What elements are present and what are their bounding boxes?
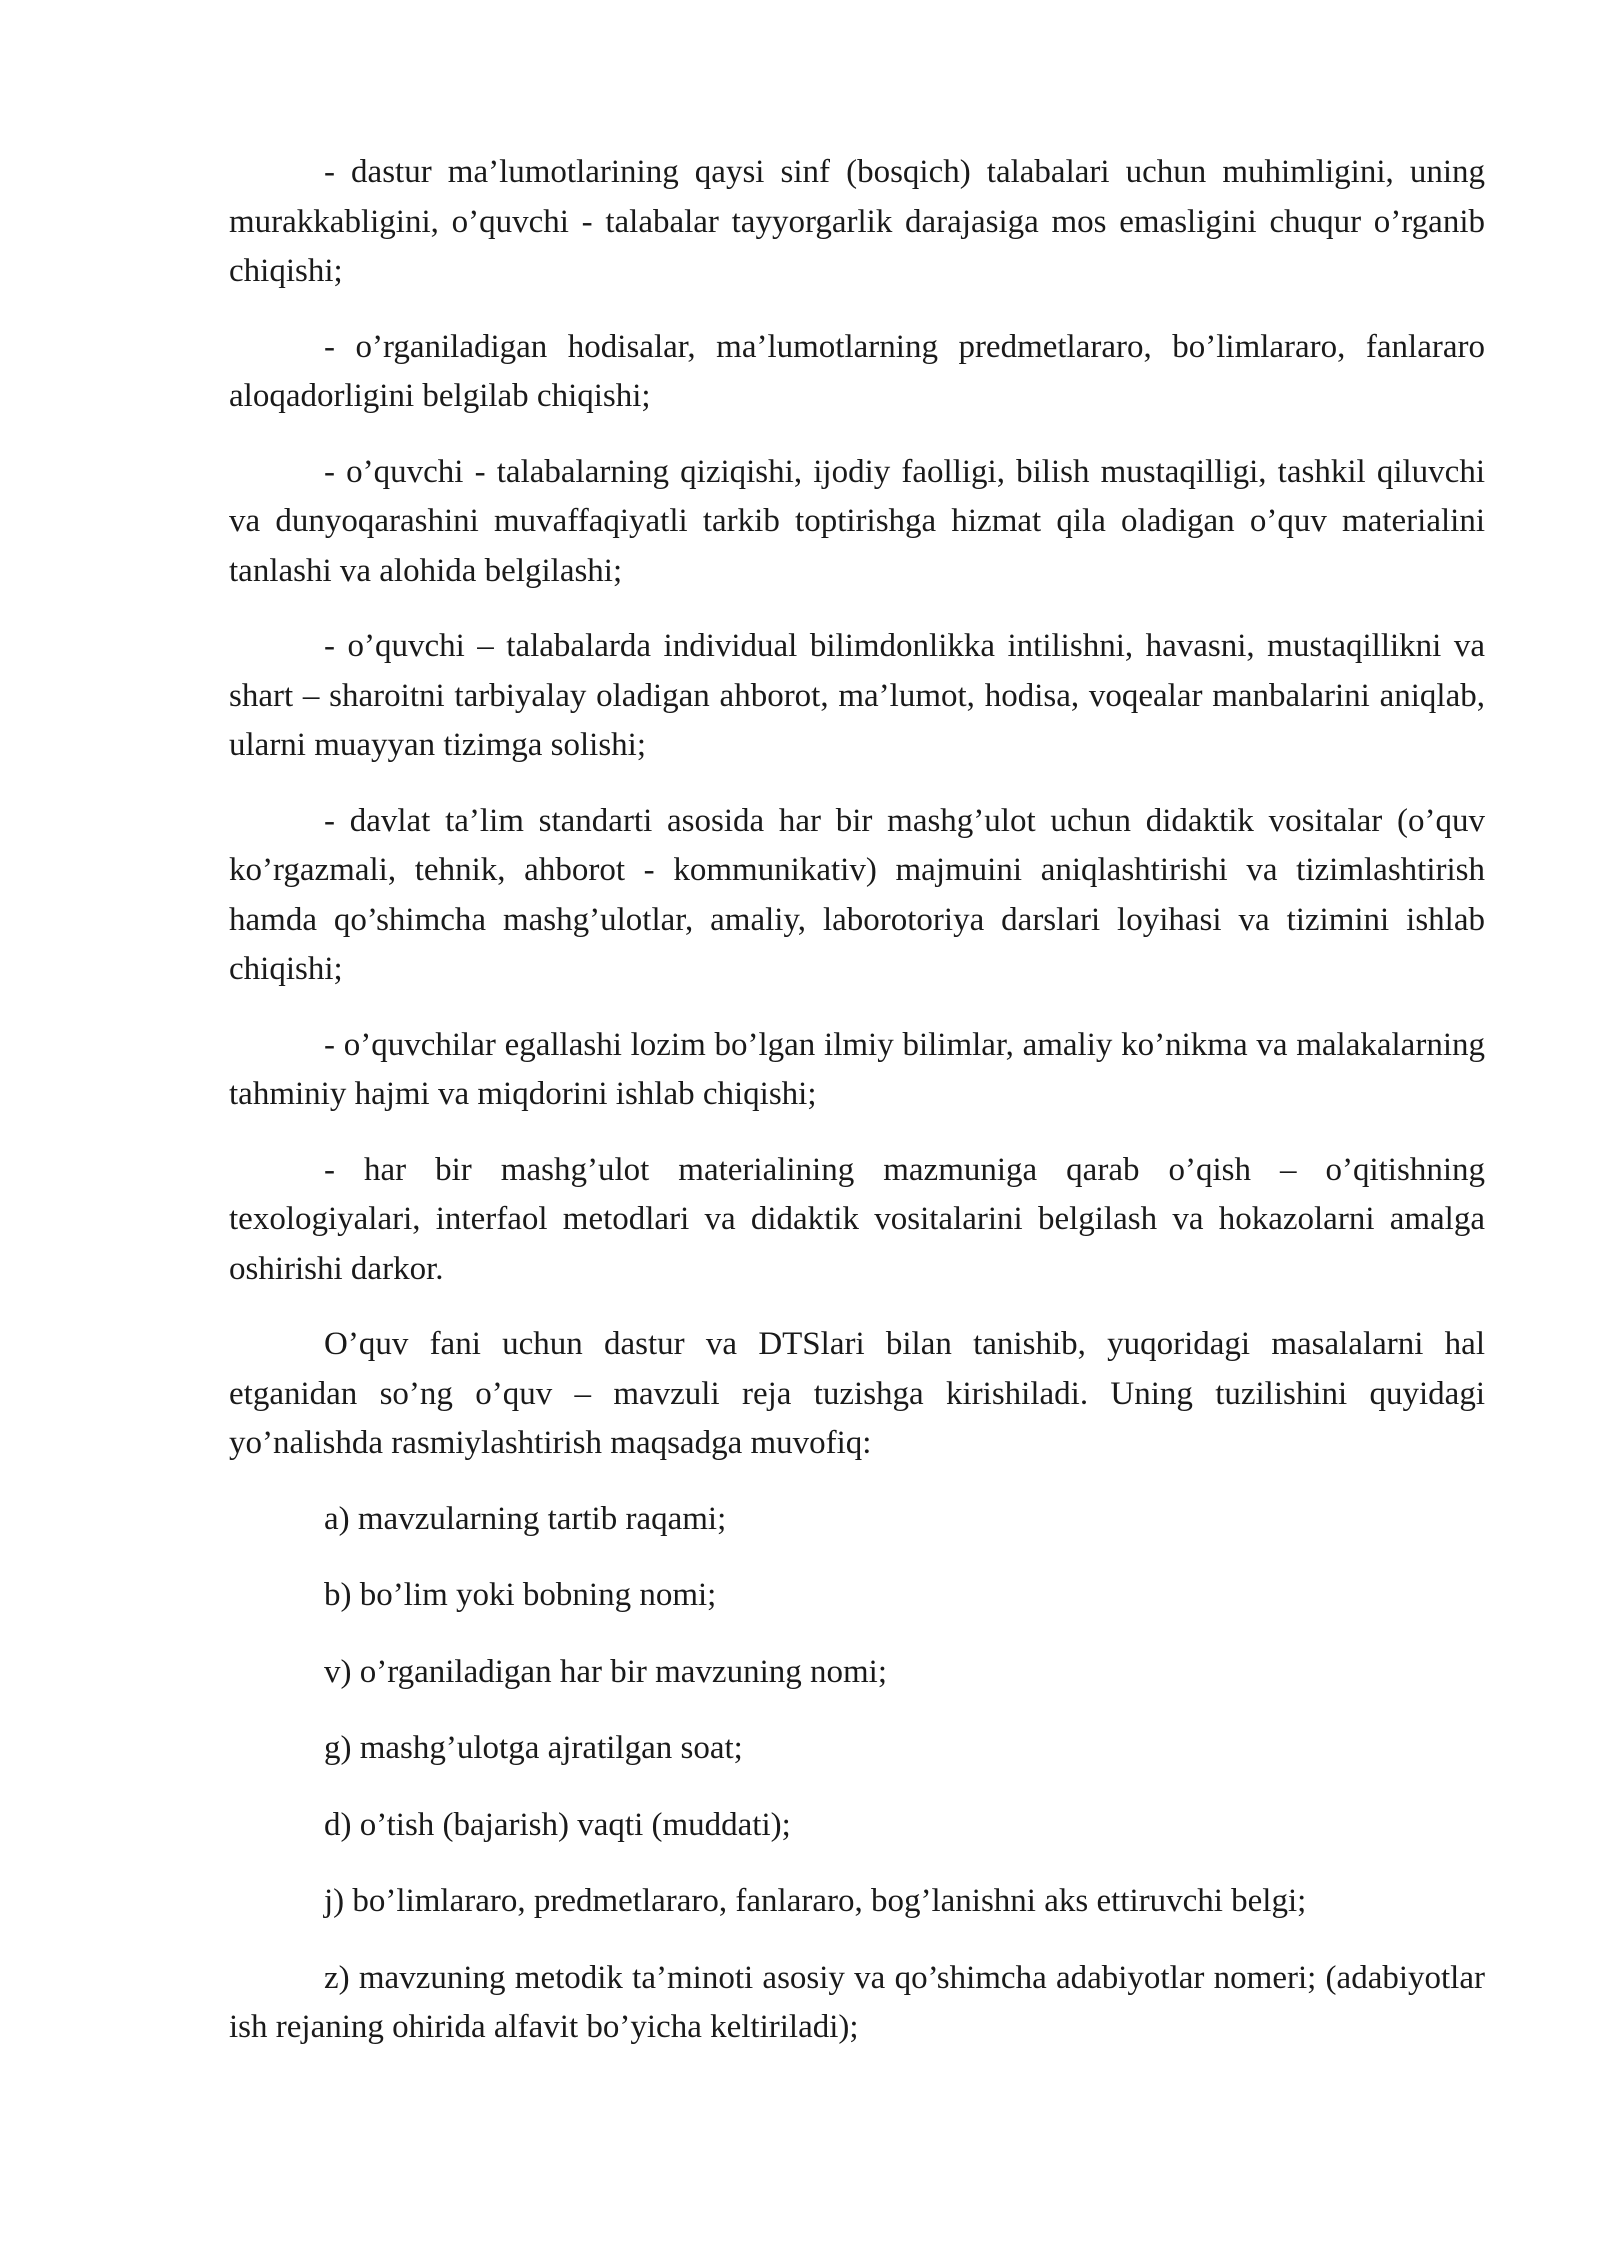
paragraph-2: - o’rganiladigan hodisalar, ma’lumotlarning predmetlararo, bo’limlararo, fanlararo aloqadorligini belgilab chiqishi; [229,328,1485,414]
list-item-d: d) o’tish (bajarish) vaqti (muddati); [324,1806,791,1843]
paragraph-6: - o’quvchilar egallashi lozim bo’lgan ilmiy bilimlar, amaliy ko’nikma va malakalarning tahminiy hajmi va miqdorini ishlab chiqishi; [229,1026,1485,1112]
paragraph-7: - har bir mashg’ulot materialining mazmuniga qarab o’qish – o’qitishning teхologiyalari, interfaol metodlari va didaktik vositalarini belgilash va hokazolarni amalga oshirishi darkor. [229,1151,1485,1287]
list-item-v: v) o’rganiladigan har bir mavzuning nomi; [324,1653,887,1690]
paragraph-8: O’quv fani uchun dastur va DTSlari bilan tanishib, yuqoridagi masalalarni hal etganidan so’ng o’quv – mavzuli reja tuzishga kirishiladi. Uning tuzilishini quyidagi yo’nalishda rasmiylashtirish maqsadga muvofiq: [229,1326,1485,1461]
document-page [229,148,1485,2080]
paragraph-5: - davlat ta’lim standarti asosida har bir mashg’ulot uchun didaktik vositalar (o’quv ko’rgazmali, tehnik, ahborot - kommunikativ) majmuini aniqlashtirishi va tizimlashtirish hamda qo’shimcha mashg’ulotlar, amaliy, laborotoriya darslari loyihasi va tizimini ishlab chiqishi; [229,802,1485,987]
list-item-a: a) mavzularning tartib raqami; [324,1500,727,1537]
paragraph-4: - o’quvchi – talabalarda individual bilimdonlikka intilishni, havasni, mustaqillikni va shart – sharoitni tarbiyalay oladigan ahborot, ma’lumot, hodisa, voqealar manbalarini aniqlab, ularni muayyan tizimga solishi; [229,628,1485,763]
paragraph-3: - o’quvchi - talabalarning qiziqishi, ijodiy faolligi, bilish mustaqilligi, tashkil qiluvchi va dunyoqarashini muvaffaqiyatli tarkib toptirishga hizmat qila oladigan o’quv materialini tanlashi va alohida belgilashi; [229,453,1485,589]
paragraph-1: - dastur ma’lumotlarining qaysi sinf (bosqich) talabalari uchun muhimligini, uning murakkabligini, o’quvchi - talabalar tayyorgarlik darajasiga mos emasligini chuqur o’rganib chiqishi; [229,154,1485,289]
list-item-z: z) mavzuning metodik ta’minoti asosiy va qo’shimcha adabiyotlar nomeri; (adabiyotlar ish rejaning ohirida alfavit bo’yicha keltiriladi); [229,1959,1485,2045]
list-item-j: j) bo’limlararo, predmetlararo, fanlararo, bog’lanishni aks ettiruvchi belgi; [324,1883,1307,1919]
list-item-b: b) bo’lim yoki bobning nomi; [324,1577,717,1613]
list-item-g: g) mashg’ulotga ajratilgan soat; [324,1730,743,1766]
